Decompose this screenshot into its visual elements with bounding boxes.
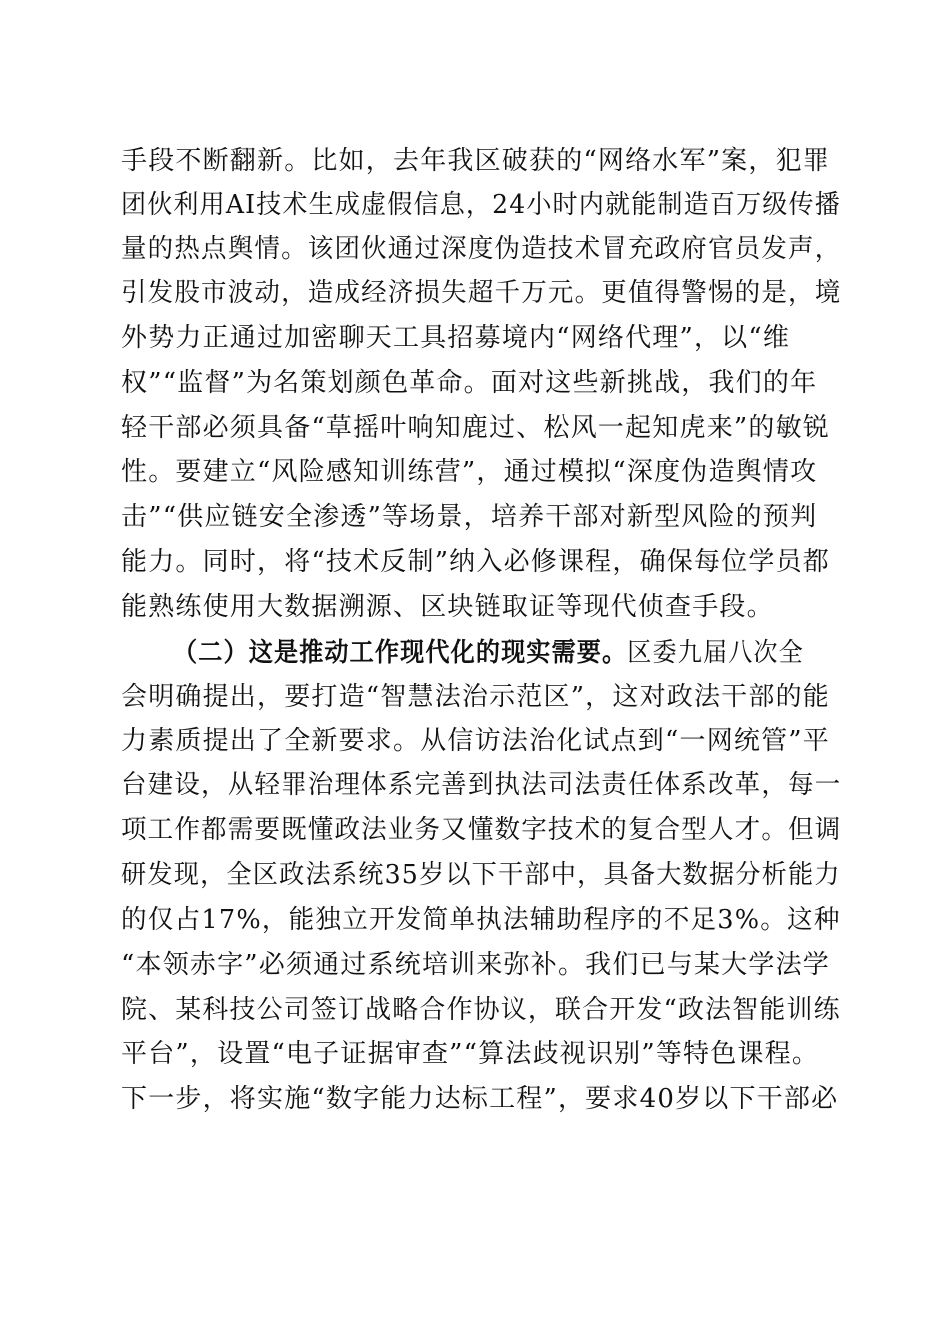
text-line: 平台”，设置“电子证据审查”“算法歧视识别”等特色课程。 — [121, 1039, 820, 1069]
text-line: 性。要建立“风险感知训练营”，通过模拟“深度伪造舆情攻 — [121, 457, 818, 487]
text-line: 引发股市波动，造成经济损失超千万元。更值得警惕的是，境 — [121, 278, 842, 308]
text-line: 研发现，全区政法系统35岁以下干部中，具备大数据分析能力 — [121, 860, 841, 890]
text-line: 外势力正通过加密聊天工具招募境内“网络代理”，以“维 — [121, 323, 791, 353]
text-line: “本领赤字”必须通过系统培训来弥补。我们已与某大学法学 — [121, 950, 830, 980]
text-line: 台建设，从轻罪治理体系完善到执法司法责任体系改革，每一 — [121, 770, 842, 800]
text-line: 权”“监督”为名策划颜色革命。面对这些新挑战，我们的年 — [121, 368, 818, 398]
text-line: 力素质提出了全新要求。从信访法治化试点到“一网统管”平 — [121, 726, 830, 756]
text-line: 团伙利用AI技术生成虚假信息，24小时内就能制造百万级传播 — [121, 190, 841, 220]
heading-line-rest: 区委九届八次全 — [627, 638, 804, 668]
text-line: 轻干部必须具备“草摇叶响知鹿过、松风一起知虎来”的敏锐 — [121, 413, 830, 443]
text-line: 下一步，将实施“数字能力达标工程”，要求40岁以下干部必 — [121, 1084, 839, 1114]
text-line: 量的热点舆情。该团伙通过深度伪造技术冒充政府官员发声， — [121, 234, 842, 264]
section-heading: （二）这是推动工作现代化的现实需要。 — [173, 638, 628, 668]
section-heading-line — [173, 633, 841, 673]
text-line: 能力。同时，将“技术反制”纳入必修课程，确保每位学员都 — [121, 547, 830, 577]
text-line: 击”“供应链安全渗透”等场景，培养干部对新型风险的预判 — [121, 502, 818, 532]
text-line: 会明确提出，要打造“智慧法治示范区”，这对政法干部的能 — [121, 682, 830, 712]
text-line: 的仅占17%，能独立开发简单执法辅助程序的不足3%。这种 — [121, 905, 841, 935]
text-line: 项工作都需要既懂政法业务又懂数字技术的复合型人才。但调 — [121, 815, 842, 845]
text-line: 手段不断翻新。比如，去年我区破获的“网络水军”案，犯罪 — [121, 146, 830, 176]
text-line: 能熟练使用大数据溯源、区块链取证等现代侦查手段。 — [121, 592, 774, 622]
text-line: 院、某科技公司签订战略合作协议，联合开发“政法智能训练 — [121, 995, 841, 1025]
